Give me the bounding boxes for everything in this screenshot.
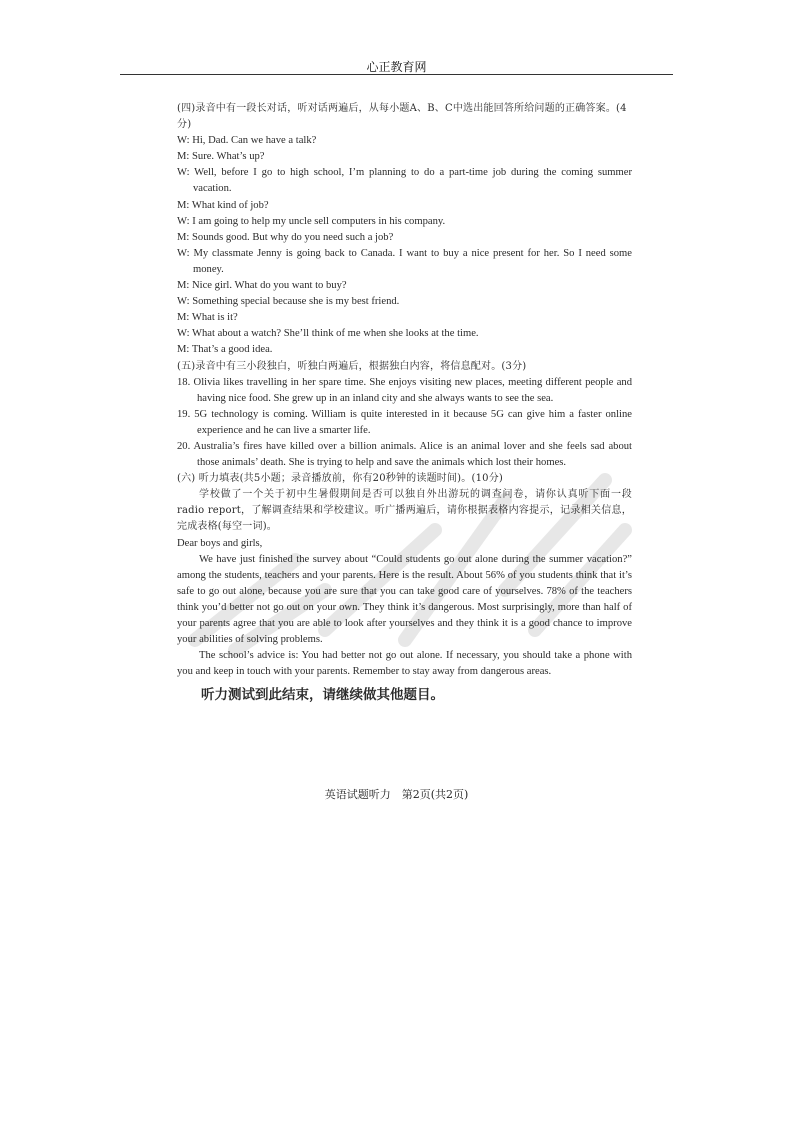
dialogue-line: W: What about a watch? She’ll think of me when she looks at the time. xyxy=(177,328,479,340)
end-note: 听力测试到此结束，请继续做其他题目。 xyxy=(201,687,444,704)
report-paragraph: The school’s advice is: You had better not go out alone. If necessary, you should take a phone with you and keep in touch with your parents. Remember to stay away from dangerous areas. xyxy=(177,650,632,678)
dialogue-line: M: That’s a good idea. xyxy=(177,344,273,356)
document-body xyxy=(177,101,632,706)
dialogue-line: M: What kind of job? xyxy=(177,199,269,211)
section4-title: (四)录音中有一段长对话，听对话两遍后，从每小题A、B、C中选出能回答所给问题的正确答案。(4分) xyxy=(177,103,627,131)
dialogue-line: W: Well, before I go to high school, I’m planning to do a part-time job during the coming summer vacation. xyxy=(177,167,632,195)
page-footer: 英语试题听力 第2页(共2页) xyxy=(324,788,469,801)
section6-title: (六) 听力填表(共5小题；录音播放前，你有20秒钟的读题时间)。(10分) xyxy=(177,473,503,485)
monologue-item: 20. Australia’s fires have killed over a billion animals. Alice is an animal lover and she feels sad about those animals’ death. She is trying to help and save the animals which lost their homes. xyxy=(177,440,632,469)
dialogue-line: M: Nice girl. What do you want to buy? xyxy=(177,280,347,292)
report-paragraph: We have just finished the survey about “Could students go out alone during the summer vacation?” among the students, teachers and your parents. Here is the result. About 56% of you students think that it’s safe to go out alone, because you are sure that you can take good care of yourselves. 78% of the teachers think you’d better not go out on your own. They think it’s dangerous. Most surprisingly, more than half of your parents agree that you are able to look after yourselves and they think it is a good chance to improve your abilities of solving problems. xyxy=(177,553,632,646)
dialogue-line: W: Something special because she is my best friend. xyxy=(177,296,400,308)
monologue-item: 19. 5G technology is coming. William is quite interested in it because 5G can give him a faster online experience and he can live a smarter life. xyxy=(177,408,632,436)
dialogue-line: W: Hi, Dad. Can we have a talk? xyxy=(177,135,317,147)
dialogue-line: M: What is it? xyxy=(177,312,238,324)
header-rule xyxy=(120,74,673,75)
page-header-title: 心正教育网 xyxy=(366,60,427,74)
dialogue-line: M: Sure. What’s up? xyxy=(177,151,265,163)
section6-intro: 学校做了一个关于初中生暑假期间是否可以独自外出游玩的调查问卷，请你认真听下面一段radio report，了解调查结果和学校建议。听广播两遍后，请你根据表格内容提示，记录相关信息，完成表格(每空一词)。 xyxy=(177,489,632,533)
dialogue-line: W: My classmate Jenny is going back to Canada. I want to buy a nice present for her. So I need some money. xyxy=(177,247,632,275)
section5-title: (五)录音中有三小段独白，听独白两遍后，根据独白内容，将信息配对。(3分) xyxy=(177,360,527,372)
dialogue-line: M: Sounds good. But why do you need such a job? xyxy=(177,231,394,243)
monologue-item: 18. Olivia likes travelling in her spare time. She enjoys visiting new places, meeting different people and having nice food. She grew up in an inland city and she always wants to see the sea. xyxy=(177,376,632,404)
report-greeting: Dear boys and girls, xyxy=(177,537,263,549)
dialogue-line: W: I am going to help my uncle sell computers in his company. xyxy=(177,215,446,227)
